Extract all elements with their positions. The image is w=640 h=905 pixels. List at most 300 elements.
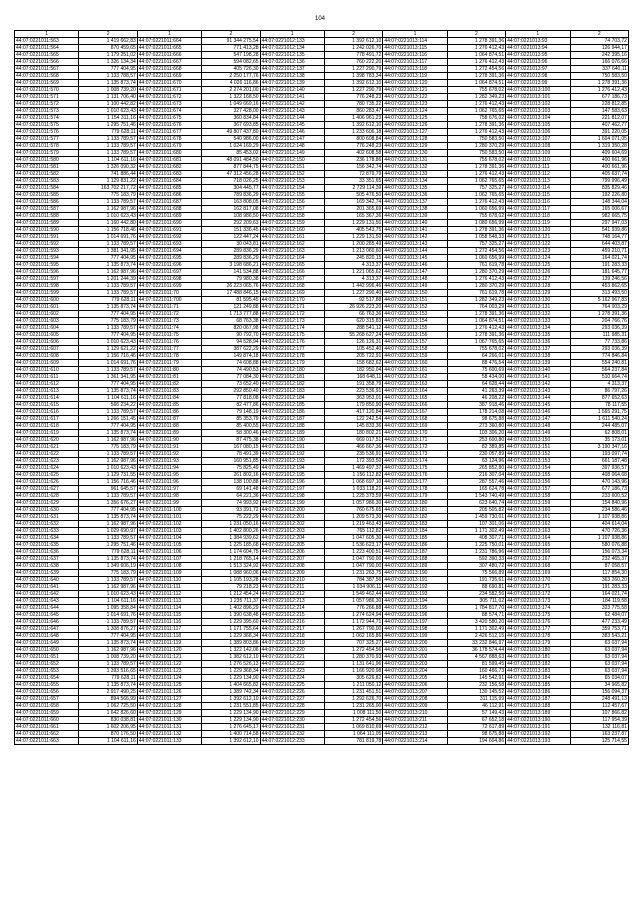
cadastral-value-cell: 26 223 065,76 xyxy=(202,283,260,290)
table-row xyxy=(15,80,629,87)
cadastral-number-cell: 44:07:0221011:573 xyxy=(15,108,79,115)
cadastral-value-cell: 1 211 050,12 xyxy=(324,682,382,689)
cadastral-value-cell: 156 342,74 xyxy=(324,164,382,171)
cadastral-number-cell: 44:07:0221013:161 xyxy=(383,367,447,374)
cadastral-value-cell: 63 037,94 xyxy=(570,661,628,668)
cadastral-value-cell: 755 678,02 xyxy=(447,157,505,164)
cadastral-number-cell: 44:07:0221011:76 xyxy=(137,339,201,346)
cadastral-number-cell: 44:07:0221011:690 xyxy=(137,220,201,227)
cadastral-value-cell: 26 926 223,20 xyxy=(324,304,382,311)
cadastral-number-cell: 44:07:0221012:220 xyxy=(260,647,324,654)
cadastral-number-cell: 44:07:0221011:628 xyxy=(15,493,79,500)
cadastral-number-cell: 44:07:0221011:114 xyxy=(137,605,201,612)
cadastral-number-cell: 44:07:0221012:154 xyxy=(260,185,324,192)
cadastral-number-cell: 44:07:0221011:96 xyxy=(137,479,201,486)
table-row xyxy=(15,318,629,325)
table-row xyxy=(15,381,629,388)
cadastral-value-cell: 750 583,50 xyxy=(447,150,505,157)
cadastral-number-cell: 44:07:0221013:166 xyxy=(383,402,447,409)
cadastral-number-cell: 44:07:0221011:646 xyxy=(15,619,79,626)
cadastral-value-cell: 4 313,37 xyxy=(570,381,628,388)
cadastral-number-cell: 44:07:0221013:176 xyxy=(506,619,570,626)
cadastral-number-cell: 44:07:0221011:84 xyxy=(137,395,201,402)
cadastral-number-cell: 44:07:0221013:178 xyxy=(506,633,570,640)
cadastral-number-cell: 44:07:0221012:163 xyxy=(260,248,324,255)
cadastral-value-cell: 1 171 302,49 xyxy=(447,626,505,633)
cadastral-value-cell: 1 229 134,90 xyxy=(202,675,260,682)
cadastral-number-cell: 44:07:0221013:188 xyxy=(506,703,570,710)
cadastral-value-cell: 1 276 412,43 xyxy=(447,59,505,66)
table-row xyxy=(15,549,629,556)
cadastral-value-cell: 160 466,73 xyxy=(447,668,505,675)
cadastral-value-cell: 775 183,79 xyxy=(79,318,137,325)
cadastral-number-cell: 44:07:0221013:180 xyxy=(383,500,447,507)
cadastral-number-cell: 44:07:0221013:132 xyxy=(506,311,570,318)
cadastral-value-cell: 407 462,77 xyxy=(570,122,628,129)
cadastral-value-cell: 75 600,69 xyxy=(447,367,505,374)
cadastral-value-cell: 1 129 731,55 xyxy=(79,472,137,479)
cadastral-number-cell: 44:07:0221013:119 xyxy=(383,73,447,80)
cadastral-number-cell: 44:07:0221013:138 xyxy=(383,206,447,213)
cadastral-value-cell: 541 939,86 xyxy=(570,227,628,234)
cadastral-number-cell: 44:07:0221013:121 xyxy=(506,234,570,241)
cadastral-value-cell: 784 387,56 xyxy=(324,577,382,584)
table-header-row xyxy=(15,31,629,38)
cadastral-number-cell: 44:07:0221013:174 xyxy=(506,605,570,612)
cadastral-number-cell: 44:07:0221011:571 xyxy=(15,94,79,101)
cadastral-number-cell: 44:07:0221013:153 xyxy=(506,458,570,465)
cadastral-number-cell: 44:07:0221011:616 xyxy=(15,409,79,416)
cadastral-value-cell: 1 229 395,60 xyxy=(202,619,260,626)
cadastral-value-cell: 147 583,63 xyxy=(570,108,628,115)
cadastral-value-cell: 1 278 391,36 xyxy=(447,122,505,129)
cadastral-number-cell: 44:07:0221012:149 xyxy=(260,150,324,157)
table-row xyxy=(15,731,629,738)
cadastral-number-cell: 44:07:0221011:618 xyxy=(15,423,79,430)
cadastral-number-cell: 44:07:0221013:186 xyxy=(506,689,570,696)
cadastral-value-cell: 242 395,16 xyxy=(570,52,628,59)
cadastral-number-cell: 44:07:0221012:233 xyxy=(260,738,324,745)
cadastral-number-cell: 44:07:0221011:593 xyxy=(15,248,79,255)
cadastral-number-cell: 44:07:0221013:197 xyxy=(383,619,447,626)
cadastral-number-cell: 44:07:0221013:173 xyxy=(383,451,447,458)
cadastral-number-cell: 44:07:0221013:115 xyxy=(383,45,447,52)
cadastral-value-cell: 760 675,65 xyxy=(324,507,382,514)
cadastral-number-cell: 44:07:0221011:595 xyxy=(15,262,79,269)
cadastral-number-cell: 44:07:0221011:572 xyxy=(15,101,79,108)
cadastral-value-cell: 1 162 987,96 xyxy=(79,437,137,444)
cadastral-value-cell: 1 010 623,43 xyxy=(79,591,137,598)
cadastral-value-cell: 400 661,96 xyxy=(570,157,628,164)
cadastral-value-cell: 1 276 412,43 xyxy=(447,276,505,283)
cadastral-value-cell: 244 485,07 xyxy=(570,423,628,430)
cadastral-value-cell: 1 272 454,56 xyxy=(447,248,505,255)
cadastral-number-cell: 44:07:0221011:613 xyxy=(15,388,79,395)
cadastral-value-cell: 165 006,67 xyxy=(570,206,628,213)
cadastral-value-cell: 5 162 967,83 xyxy=(570,297,628,304)
cadastral-value-cell: 1 402 800,26 xyxy=(202,528,260,535)
cadastral-value-cell: 1 276 526,13 xyxy=(202,661,260,668)
cadastral-value-cell: 1 221 065,62 xyxy=(324,269,382,276)
cadastral-value-cell: 49 807 437,80 xyxy=(202,129,260,136)
cadastral-value-cell: 789 836,29 xyxy=(202,192,260,199)
cadastral-number-cell: 44:07:0221011:99 xyxy=(137,500,201,507)
cadastral-value-cell: 62 808,01 xyxy=(570,430,628,437)
cadastral-number-cell: 44:07:0221012:134 xyxy=(260,45,324,52)
cadastral-value-cell: 73 652,40 xyxy=(202,381,260,388)
cadastral-number-cell: 44:07:0221013:164 xyxy=(506,535,570,542)
cadastral-number-cell: 44:07:0221013:162 xyxy=(383,374,447,381)
cadastral-value-cell: 1 133 789,57 xyxy=(79,241,137,248)
table-row xyxy=(15,486,629,493)
cadastral-value-cell: 94 528,94 xyxy=(202,339,260,346)
table-row xyxy=(15,500,629,507)
cadastral-value-cell: 178 214,08 xyxy=(447,409,505,416)
cadastral-number-cell: 44:07:0221012:141 xyxy=(260,94,324,101)
table-row xyxy=(15,535,629,542)
cadastral-number-cell: 44:07:0221011:647 xyxy=(15,626,79,633)
cadastral-number-cell: 44:07:0221011:666 xyxy=(137,52,201,59)
cadastral-number-cell: 44:07:0221013:203 xyxy=(383,661,447,668)
cadastral-number-cell: 44:07:0221011:568 xyxy=(15,73,79,80)
cadastral-number-cell: 44:07:0221013:157 xyxy=(383,339,447,346)
cadastral-value-cell: 1 278 391,36 xyxy=(570,311,628,318)
cadastral-number-cell: 44:07:0221013:169 xyxy=(506,570,570,577)
cadastral-number-cell: 44:07:0221011:104 xyxy=(137,535,201,542)
cadastral-value-cell: 1 058 548,33 xyxy=(447,234,505,241)
cadastral-value-cell: 74 490,53 xyxy=(202,367,260,374)
cadastral-value-cell: 204 766,76 xyxy=(570,318,628,325)
cadastral-number-cell: 44:07:0221011:87 xyxy=(137,416,201,423)
cadastral-number-cell: 44:07:0221011:679 xyxy=(137,143,201,150)
cadastral-number-cell: 44:07:0221012:200 xyxy=(260,507,324,514)
cadastral-value-cell: 33 351,65 xyxy=(324,178,382,185)
cadastral-value-cell: 253 600,80 xyxy=(447,437,505,444)
cadastral-number-cell: 44:07:0221013:192 xyxy=(506,731,570,738)
cadastral-value-cell: 1 229 368,34 xyxy=(202,668,260,675)
cadastral-value-cell: 305 711,02 xyxy=(447,598,505,605)
cadastral-number-cell: 44:07:0221013:158 xyxy=(506,493,570,500)
cadastral-value-cell: 55 268 627,24 xyxy=(324,332,382,339)
cadastral-value-cell: 117 854,30 xyxy=(570,570,628,577)
cadastral-number-cell: 44:07:0221011:681 xyxy=(137,157,201,164)
cadastral-value-cell: 1 057 986,30 xyxy=(324,598,382,605)
table-row xyxy=(15,143,629,150)
cadastral-number-cell: 44:07:0221013:154 xyxy=(506,465,570,472)
cadastral-number-cell: 44:07:0221013:156 xyxy=(383,332,447,339)
cadastral-value-cell: 764 003,29 xyxy=(447,304,505,311)
cadastral-value-cell: 982 665,75 xyxy=(570,213,628,220)
cadastral-number-cell: 44:07:0221012:230 xyxy=(260,717,324,724)
cadastral-value-cell: 1 229 368,34 xyxy=(202,633,260,640)
cadastral-value-cell: 776 248,23 xyxy=(324,94,382,101)
cadastral-number-cell: 44:07:0221011:685 xyxy=(137,185,201,192)
cadastral-value-cell: 1 229 131,50 xyxy=(324,234,382,241)
cadastral-number-cell: 44:07:0221011:607 xyxy=(15,346,79,353)
cadastral-number-cell: 44:07:0221013:179 xyxy=(383,493,447,500)
table-row xyxy=(15,339,629,346)
cadastral-value-cell: 1 129 831,22 xyxy=(79,178,137,185)
cadastral-number-cell: 44:07:0221011:567 xyxy=(15,66,79,73)
table-row xyxy=(15,367,629,374)
cadastral-number-cell: 44:07:0221013:200 xyxy=(383,640,447,647)
cadastral-value-cell: 85 353,79 xyxy=(202,416,260,423)
table-row xyxy=(15,192,629,199)
cadastral-value-cell: 184 119,58 xyxy=(570,598,628,605)
cadastral-value-cell: 289 836,29 xyxy=(202,255,260,262)
cadastral-value-cell: 77 733,86 xyxy=(570,339,628,346)
cadastral-value-cell: 1 010 623,43 xyxy=(79,465,137,472)
cadastral-number-cell: 44:07:0221013:168 xyxy=(506,563,570,570)
cadastral-value-cell: 1 292 626,70 xyxy=(324,696,382,703)
cadastral-value-cell: 64 221,36 xyxy=(202,493,260,500)
table-row xyxy=(15,248,629,255)
cadastral-number-cell: 44:07:0221011:648 xyxy=(15,633,79,640)
cadastral-value-cell: 1 068 697,10 xyxy=(324,479,382,486)
cadastral-value-cell: 1 133 789,57 xyxy=(79,290,137,297)
cadastral-value-cell: 34 965,82 xyxy=(570,682,628,689)
table-row xyxy=(15,52,629,59)
table-row xyxy=(15,619,629,626)
cadastral-value-cell: 156 073,34 xyxy=(570,549,628,556)
cadastral-number-cell: 44:07:0221013:180 xyxy=(506,647,570,654)
cadastral-number-cell: 44:07:0221013:198 xyxy=(383,626,447,633)
cadastral-value-cell: 470 143,96 xyxy=(570,479,628,486)
cadastral-value-cell: 163 808,05 xyxy=(202,199,260,206)
table-row xyxy=(15,556,629,563)
cadastral-value-cell: 1 008 111,50 xyxy=(324,710,382,717)
cadastral-value-cell: 505 476,50 xyxy=(324,192,382,199)
cadastral-number-cell: 44:07:0221011:127 xyxy=(137,696,201,703)
cadastral-number-cell: 44:07:0221013:161 xyxy=(506,514,570,521)
cadastral-number-cell: 44:07:0221011:676 xyxy=(137,122,201,129)
cadastral-number-cell: 44:07:0221013:111 xyxy=(506,164,570,171)
cadastral-number-cell: 44:07:0221013:177 xyxy=(383,479,447,486)
cadastral-value-cell: 138 100,88 xyxy=(202,479,260,486)
cadastral-value-cell: 154 840,96 xyxy=(570,500,628,507)
cadastral-value-cell: 1 047 605,30 xyxy=(324,535,382,542)
cadastral-value-cell: 1 062 765,65 xyxy=(447,108,505,115)
cadastral-value-cell: 1 064 111,05 xyxy=(324,731,382,738)
cadastral-number-cell: 44:07:0221013:183 xyxy=(383,521,447,528)
cadastral-value-cell: 1 008 739,20 xyxy=(79,654,137,661)
cadastral-value-cell: 87 058,57 xyxy=(570,563,628,570)
cadastral-value-cell: 1 135 873,74 xyxy=(79,556,137,563)
cadastral-number-cell: 44:07:0221013:131 xyxy=(383,157,447,164)
cadastral-value-cell: 1 231 551,85 xyxy=(202,703,260,710)
cadastral-number-cell: 44:07:0221011:633 xyxy=(15,528,79,535)
cadastral-number-cell: 44:07:0221011:605 xyxy=(15,332,79,339)
cadastral-value-cell: 4 313,37 xyxy=(324,276,382,283)
cadastral-value-cell: 620 315,83 xyxy=(324,318,382,325)
cadastral-number-cell: 44:07:0221013:171 xyxy=(383,437,447,444)
table-row xyxy=(15,346,629,353)
cadastral-value-cell: 63 037,94 xyxy=(570,654,628,661)
cadastral-number-cell: 44:07:0221012:170 xyxy=(260,297,324,304)
cadastral-number-cell: 44:07:0221013:155 xyxy=(506,472,570,479)
cadastral-number-cell: 44:07:0221013:106 xyxy=(506,129,570,136)
cadastral-number-cell: 44:07:0221012:187 xyxy=(260,416,324,423)
cadastral-value-cell: 800 608,84 xyxy=(324,136,382,143)
cadastral-value-cell: 750 583,50 xyxy=(570,73,628,80)
cadastral-number-cell: 44:07:0221011:575 xyxy=(15,122,79,129)
cadastral-number-cell: 44:07:0221011:578 xyxy=(15,143,79,150)
column-header: 2 xyxy=(324,31,382,38)
cadastral-value-cell: 1 322 168,50 xyxy=(202,94,260,101)
cadastral-number-cell: 44:07:0221011:123 xyxy=(137,668,201,675)
cadastral-value-cell: 165 367,36 xyxy=(324,213,382,220)
cadastral-number-cell: 44:07:0221011:111 xyxy=(137,584,201,591)
cadastral-number-cell: 44:07:0221013:211 xyxy=(383,717,447,724)
cadastral-number-cell: 44:07:0221011:615 xyxy=(15,402,79,409)
cadastral-number-cell: 44:07:0221011:563 xyxy=(15,38,79,45)
cadastral-number-cell: 44:07:0221013:178 xyxy=(383,486,447,493)
cadastral-value-cell: 230 057,89 xyxy=(447,451,505,458)
table-row xyxy=(15,528,629,535)
cadastral-number-cell: 44:07:0221013:96 xyxy=(506,59,570,66)
cadastral-number-cell: 44:07:0221013:119 xyxy=(506,220,570,227)
cadastral-value-cell: 81 595,45 xyxy=(202,297,260,304)
cadastral-value-cell: 1 282 349,23 xyxy=(447,297,505,304)
cadastral-value-cell: 167 080,15 xyxy=(202,444,260,451)
cadastral-value-cell: 180 802,21 xyxy=(324,430,382,437)
table-row xyxy=(15,563,629,570)
table-row xyxy=(15,682,629,689)
cadastral-value-cell: 777 404,95 xyxy=(79,423,137,430)
cadastral-number-cell: 44:07:0221011:118 xyxy=(137,633,201,640)
cadastral-number-cell: 44:07:0221011:85 xyxy=(137,402,201,409)
page-number: 104 xyxy=(314,16,325,22)
cadastral-number-cell: 44:07:0221013:131 xyxy=(506,304,570,311)
cadastral-value-cell: 63 124,96 xyxy=(447,458,505,465)
cadastral-number-cell: 44:07:0221013:150 xyxy=(506,437,570,444)
table-row xyxy=(15,689,629,696)
table-row xyxy=(15,430,629,437)
cadastral-value-cell: 36 178 574,44 xyxy=(447,647,505,654)
cadastral-value-table xyxy=(14,30,629,745)
table-row xyxy=(15,738,629,745)
cadastral-value-cell: 961 645,57 xyxy=(79,486,137,493)
table-row xyxy=(15,598,629,605)
table-row xyxy=(15,122,629,129)
cadastral-number-cell: 44:07:0221013:129 xyxy=(506,290,570,297)
cadastral-value-cell: 1 133 789,57 xyxy=(79,199,137,206)
cadastral-value-cell: 1 062 765,65 xyxy=(447,178,505,185)
cadastral-value-cell: 1 062 725,50 xyxy=(79,703,137,710)
table-row xyxy=(15,157,629,164)
cadastral-value-cell: 1 064 874,51 xyxy=(447,318,505,325)
cadastral-number-cell: 44:07:0221011:663 xyxy=(15,738,79,745)
cadastral-number-cell: 44:07:0221012:146 xyxy=(260,129,324,136)
cadastral-value-cell: 1 135 873,74 xyxy=(79,262,137,269)
column-header: 1 xyxy=(260,31,324,38)
cadastral-number-cell: 44:07:0221013:140 xyxy=(506,367,570,374)
cadastral-value-cell: 1 382 612,10 xyxy=(202,654,260,661)
cadastral-number-cell: 44:07:0221011:86 xyxy=(137,409,201,416)
cadastral-number-cell: 44:07:0221013:174 xyxy=(383,458,447,465)
cadastral-number-cell: 44:07:0221011:100 xyxy=(137,507,201,514)
cadastral-value-cell: 1 227 290,79 xyxy=(324,66,382,73)
cadastral-value-cell: 235 536,91 xyxy=(324,451,382,458)
cadastral-value-cell: 1 064 874,51 xyxy=(447,80,505,87)
cadastral-value-cell: 88 690,81 xyxy=(447,584,505,591)
cadastral-value-cell: 1 276 412,43 xyxy=(447,325,505,332)
cadastral-number-cell: 44:07:0221011:588 xyxy=(15,213,79,220)
cadastral-number-cell: 44:07:0221011:684 xyxy=(137,178,201,185)
cadastral-number-cell: 44:07:0221011:78 xyxy=(137,353,201,360)
cadastral-number-cell: 44:07:0221011:569 xyxy=(15,80,79,87)
table-row xyxy=(15,437,629,444)
cadastral-value-cell: 360 834,84 xyxy=(202,115,260,122)
cadastral-value-cell: 1 381 341,95 xyxy=(79,248,137,255)
cadastral-number-cell: 44:07:0221012:144 xyxy=(260,115,324,122)
cadastral-number-cell: 44:07:0221012:178 xyxy=(260,353,324,360)
cadastral-value-cell: 85 400,55 xyxy=(202,423,260,430)
cadastral-number-cell: 44:07:0221013:139 xyxy=(506,360,570,367)
cadastral-number-cell: 44:07:0221011:672 xyxy=(137,94,201,101)
cadastral-value-cell: 1 392 612,10 xyxy=(324,80,382,87)
cadastral-value-cell: 417 120,84 xyxy=(324,409,382,416)
cadastral-number-cell: 44:07:0221012:133 xyxy=(260,38,324,45)
cadastral-number-cell: 44:07:0221012:223 xyxy=(260,668,324,675)
cadastral-number-cell: 44:07:0221013:175 xyxy=(383,465,447,472)
cadastral-number-cell: 44:07:0221013:148 xyxy=(506,423,570,430)
cadastral-value-cell: 105 452,40 xyxy=(324,346,382,353)
table-row xyxy=(15,199,629,206)
cadastral-value-cell: 777 404,95 xyxy=(79,66,137,73)
cadastral-number-cell: 44:07:0221013:210 xyxy=(383,710,447,717)
table-row xyxy=(15,570,629,577)
cadastral-number-cell: 44:07:0221011:674 xyxy=(137,108,201,115)
cadastral-value-cell: 2 250 177,76 xyxy=(202,73,260,80)
cadastral-number-cell: 44:07:0221013:134 xyxy=(506,325,570,332)
cadastral-number-cell: 44:07:0221012:205 xyxy=(260,542,324,549)
cadastral-number-cell: 44:07:0221011:80 xyxy=(137,367,201,374)
cadastral-number-cell: 44:07:0221012:161 xyxy=(260,234,324,241)
cadastral-value-cell: 1 133 789,57 xyxy=(79,143,137,150)
cadastral-value-cell: 761 619,78 xyxy=(447,262,505,269)
cadastral-value-cell: 1 235 711,37 xyxy=(202,598,260,605)
cadastral-value-cell: 46 208,22 xyxy=(447,395,505,402)
cadastral-number-cell: 44:07:0221013:149 xyxy=(506,430,570,437)
cadastral-number-cell: 44:07:0221013:181 xyxy=(506,654,570,661)
cadastral-number-cell: 44:07:0221013:108 xyxy=(506,143,570,150)
cadastral-number-cell: 44:07:0221013:97 xyxy=(506,66,570,73)
cadastral-value-cell: 776 266,88 xyxy=(324,605,382,612)
cadastral-value-cell: 141 534,88 xyxy=(202,269,260,276)
cadastral-value-cell: 1 104 611,16 xyxy=(79,157,137,164)
cadastral-number-cell: 44:07:0221013:120 xyxy=(383,80,447,87)
cadastral-value-cell: 554 240,81 xyxy=(570,360,628,367)
cadastral-value-cell: 88 476,54 xyxy=(447,360,505,367)
cadastral-value-cell: 1 135 873,74 xyxy=(79,682,137,689)
cadastral-number-cell: 44:07:0221011:599 xyxy=(15,290,79,297)
cadastral-number-cell: 44:07:0221013:151 xyxy=(506,444,570,451)
cadastral-value-cell: 774 846,84 xyxy=(570,353,628,360)
cadastral-number-cell: 44:07:0221013:127 xyxy=(506,276,570,283)
cadastral-value-cell: 1 229 134,90 xyxy=(202,717,260,724)
cadastral-value-cell: 289 836,29 xyxy=(202,248,260,255)
cadastral-value-cell: 1 442 996,46 xyxy=(324,283,382,290)
cadastral-number-cell: 44:07:0221011:115 xyxy=(137,612,201,619)
cadastral-value-cell: 1 047 790,00 xyxy=(324,563,382,570)
cadastral-number-cell: 44:07:0221012:217 xyxy=(260,626,324,633)
cadastral-number-cell: 44:07:0221011:661 xyxy=(15,724,79,731)
cadastral-value-cell: 2 274 201,00 xyxy=(202,87,260,94)
cadastral-number-cell: 44:07:0221012:142 xyxy=(260,101,324,108)
cadastral-value-cell: 870 176,50 xyxy=(79,731,137,738)
cadastral-value-cell: 293 036,39 xyxy=(570,325,628,332)
